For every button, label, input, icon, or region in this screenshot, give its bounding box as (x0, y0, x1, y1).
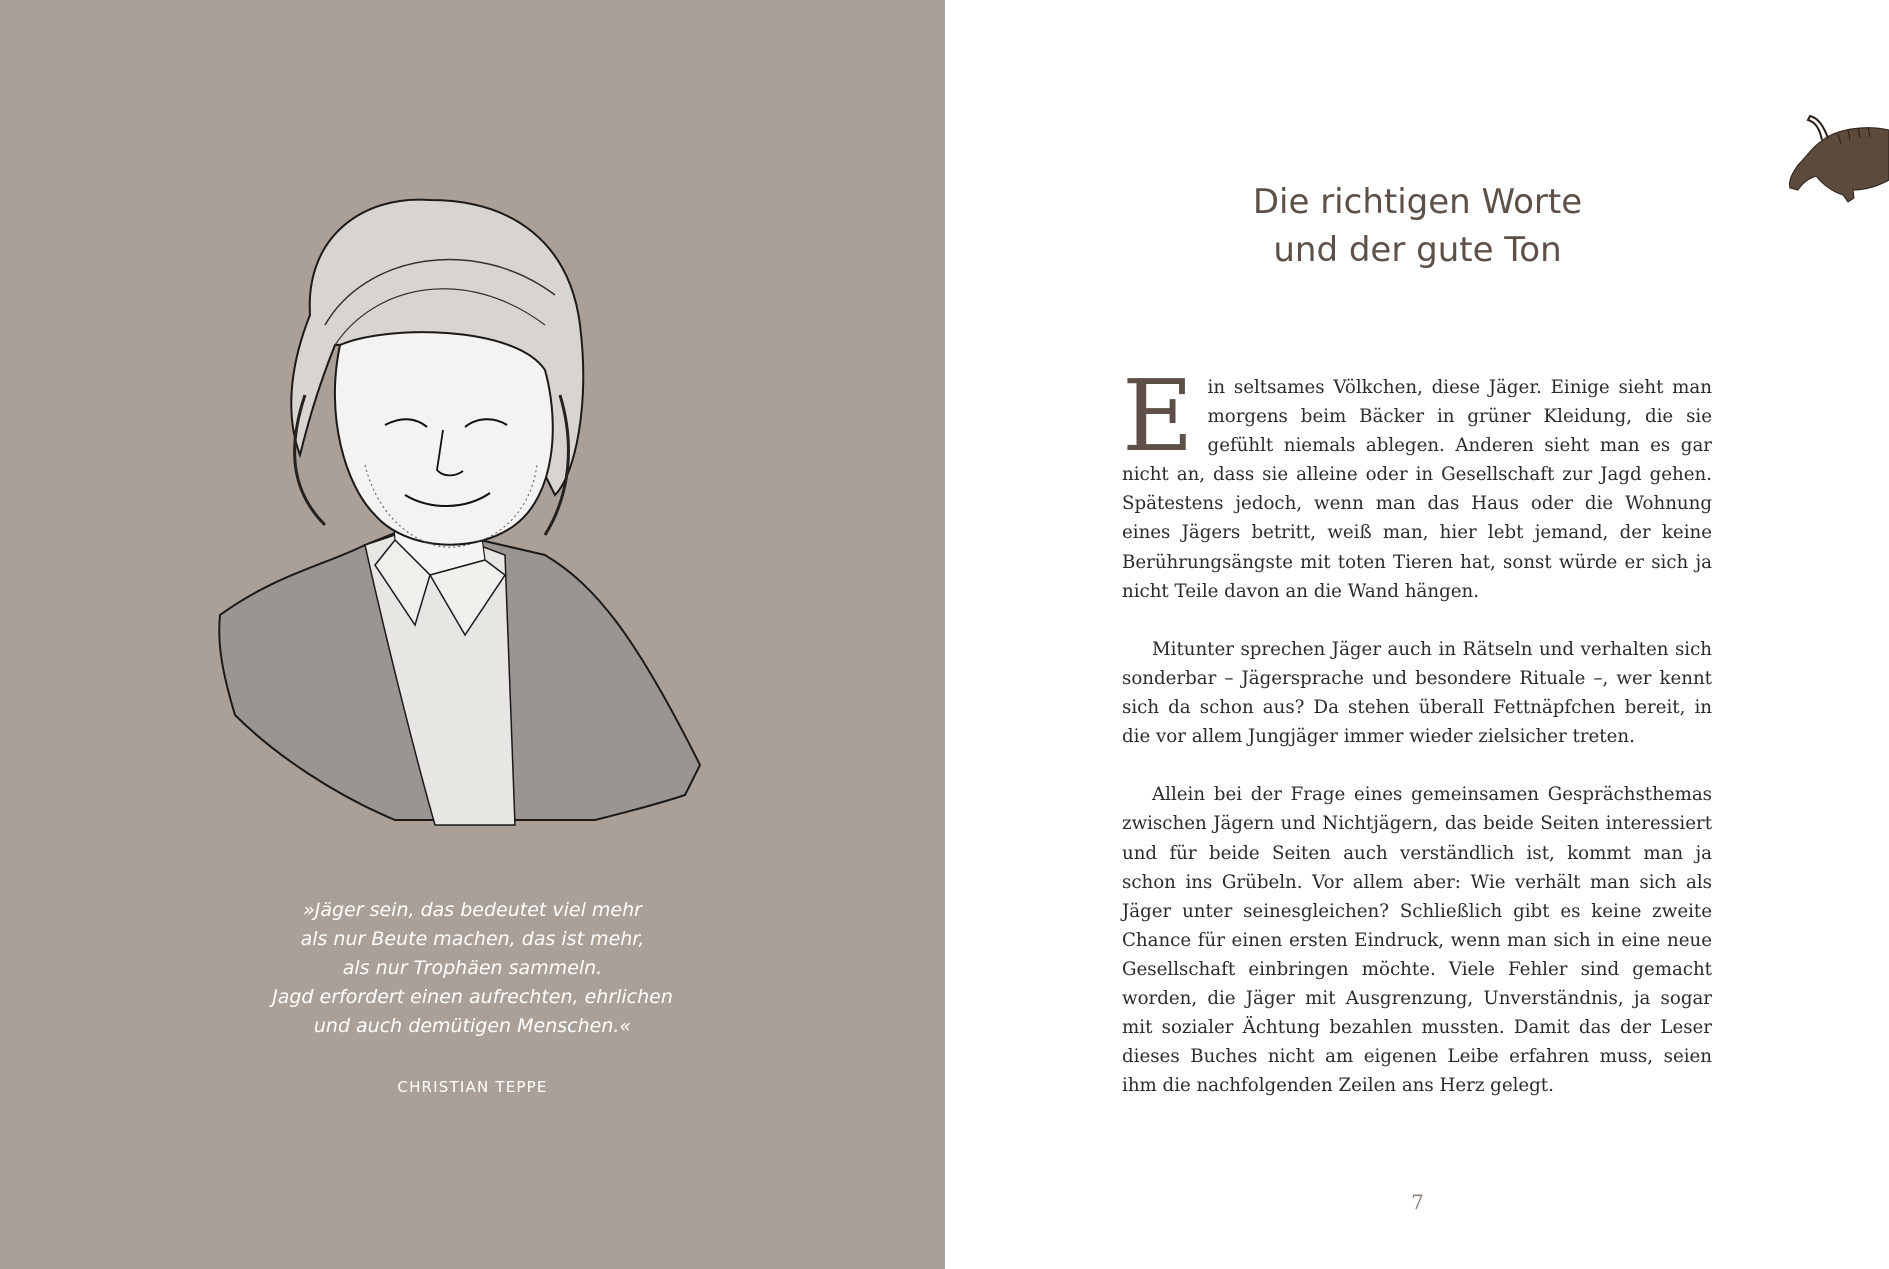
quote-line: als nur Trophäen sammeln. (342, 957, 603, 979)
chapter-title-line: und der gute Ton (1273, 230, 1562, 270)
quote-line: und auch demütigen Menschen.« (313, 1015, 632, 1037)
drop-cap: E (1122, 360, 1194, 474)
paragraph: Allein bei der Frage eines gemeinsamen Gesprächsthemas zwischen Jägern und Nichtjägern, das beide Seiten interessiert und für beide Seiten auch verständlich ist, kommt man ja schon ins Grübeln. Vor allem aber: Wie verhält man sich als Jäger unter seinesgleichen? Schließlich gibt es keine zweite Chance für einen ersten Eindruck, wenn man sich in eine neue Gesellschaft einbringen möchte. Viele Fehler sind gemacht worden, die Jäger mit Ausgrenzung, Unverständnis, ja sogar mit sozialer Ächtung bezahlen mussten. Damit das der Leser dieses Buches nicht am eigenen Leibe erfahren muss, seien ihm die nachfolgenden Zeilen ans Herz gelegt. (1122, 784, 1712, 1097)
quote (200, 896, 745, 1041)
paragraph-text: in seltsames Völkchen, diese Jäger. Einige sieht man morgens beim Bäcker in grüner Kleidung, die sie gefühlt niemals ablegen. Anderen sieht man es gar nicht an, dass sie alleine oder in Gesellschaft zur Jagd gehen. Spätestens jedoch, wenn man das Haus oder die Wohnung eines Jägers betritt, weiß man, hier lebt jemand, der keine Berührungsängste mit toten Tieren hat, sonst würde er sich ja nicht Teile davon an die Wand hängen. (1122, 377, 1712, 602)
paragraph (1122, 360, 1712, 606)
portrait-illustration (215, 195, 715, 835)
paragraph: Mitunter sprechen Jäger auch in Rätseln und verhalten sich sonderbar – Jägersprache und besondere Rituale –, wer kennt sich da schon aus? Da stehen überall Fettnäpfchen bereit, in die vor allem Jungjäger immer wieder zielsicher treten. (1122, 638, 1712, 748)
chapter-title-line: Die richtigen Worte (1252, 182, 1583, 222)
quote-author: CHRISTIAN TEPPE (397, 1078, 548, 1096)
chapter-title (1170, 178, 1665, 274)
quote-line: Jagd erfordert einen aufrechten, ehrlichen (272, 986, 673, 1008)
running-boar-illustration (1788, 110, 1889, 206)
quote-line: »Jäger sein, das bedeutet viel mehr (303, 899, 642, 921)
body-text (1122, 360, 1712, 1100)
quote-line: als nur Beute machen, das ist mehr, (300, 928, 645, 950)
page-number: 7 (1411, 1190, 1424, 1214)
